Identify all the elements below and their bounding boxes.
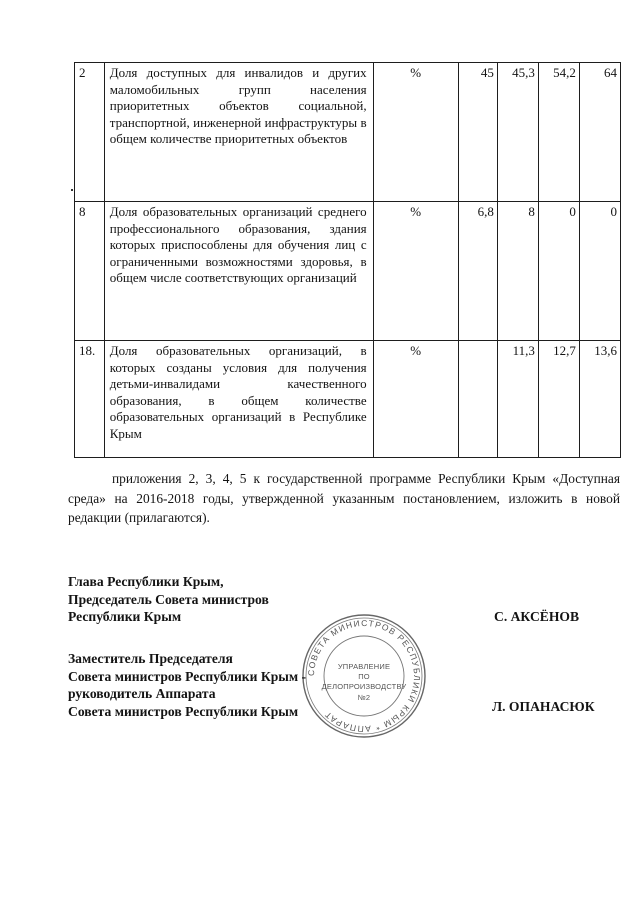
signatory-title-line: Глава Республики Крым, (68, 574, 224, 589)
table-row (75, 63, 621, 202)
indicator-name: Доля образовательных организаций, в которых созданы условия для получения детьми-инвалидами качественного образования, в общем количестве образовательных организаций в Республике Крым (104, 341, 373, 458)
value-cell: 8 (497, 202, 538, 341)
signatory-name: С. АКСЁНОВ (494, 609, 580, 624)
signatory-title-line: руководитель Аппарата (68, 686, 216, 702)
indicators-table (74, 62, 621, 458)
signatory-title-line: Заместитель Председателя (68, 651, 233, 666)
signatory-title-line: Совета министров Республики Крым - (68, 668, 307, 684)
signature-block-head (68, 573, 269, 626)
row-number: 2 (75, 63, 105, 202)
amendment-paragraph: приложения 2, 3, 4, 5 к государственной программе Республики Крым «Доступная среда» на 2016-2018 годы, утвержденной указанным постановлением, изложить в новой редакции (прилагаются). (68, 471, 620, 525)
value-cell: 12,7 (538, 341, 579, 458)
value-cell: 45 (458, 63, 497, 202)
signatory-name: Л. ОПАНАСЮК (492, 699, 595, 714)
unit-cell: % (373, 63, 458, 202)
value-cell: 0 (579, 202, 620, 341)
office-stamp (300, 612, 428, 740)
value-cell: 54,2 (538, 63, 579, 202)
signatory-title-line: Республики Крым (68, 609, 182, 625)
row-number: 8 (75, 202, 105, 341)
value-cell: 45,3 (497, 63, 538, 202)
indicator-name: Доля доступных для инвалидов и других маломобильных групп населения приоритетных объектов социальной, транспортной, инженерной инфраструктуры в общем количестве приоритетных объектов (104, 63, 373, 202)
stamp-line: ПО (358, 672, 370, 681)
value-cell: 64 (579, 63, 620, 202)
signatory-title-line: Председатель Совета министров (68, 591, 269, 607)
unit-cell: % (373, 202, 458, 341)
row-number: 18. (75, 341, 105, 458)
signatory-title-line: Совета министров Республики Крым (68, 703, 299, 719)
value-cell: 6,8 (458, 202, 497, 341)
signature-block-deputy (68, 650, 306, 720)
value-cell: 0 (538, 202, 579, 341)
stamp-line: №2 (357, 693, 371, 702)
table-row (75, 341, 621, 458)
value-cell: 13,6 (579, 341, 620, 458)
stamp-line: ДЕЛОПРОИЗВОДСТВУ (321, 682, 407, 691)
value-cell: 11,3 (497, 341, 538, 458)
scan-speck (71, 189, 73, 191)
stamp-line: УПРАВЛЕНИЕ (337, 662, 391, 671)
value-cell (458, 341, 497, 458)
indicator-name: Доля образовательных организаций среднего профессионального образования, здания которых приспособлены для обучения лиц с ограниченными возможностями здоровья, в общем числе соответствующих организаций (104, 202, 373, 341)
unit-cell: % (373, 341, 458, 458)
table-row (75, 202, 621, 341)
stamp-ring-text: СОВЕТА МИНИСТРОВ РЕСПУБЛИКИ КРЫМ * АППАРАТ (305, 617, 423, 735)
